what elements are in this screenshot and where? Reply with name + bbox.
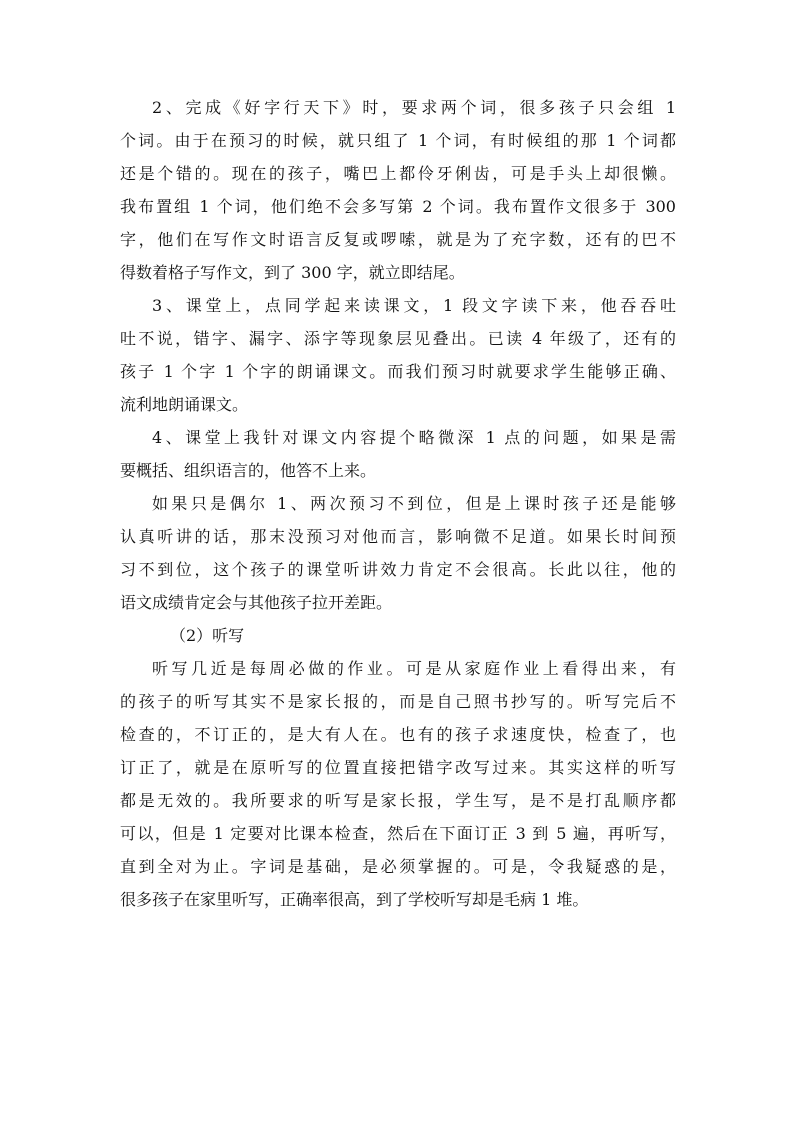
- text-line: 听写几近是每周必做的作业。可是从家庭作业上看得出来，有: [152, 659, 676, 678]
- text-line: 个词。由于在预习的时候，就只组了 1 个词，有时候组的那 1 个词都: [120, 131, 676, 150]
- text-line: 4、课堂上我针对课文内容提个略微深 1 点的问题，如果是需: [152, 428, 676, 447]
- text-line: 的孩子的听写其实不是家长报的，而是自己照书抄写的。听写完后不: [120, 692, 676, 711]
- text-line: 要概括、组织语言的，他答不上来。: [120, 461, 377, 480]
- paragraph-summary: [120, 487, 676, 619]
- text-line: 得数着格子写作文，到了 300 字，就立即结尾。: [120, 263, 465, 282]
- text-line: 字，他们在写作文时语言反复或啰嗦，就是为了充字数，还有的巴不: [120, 230, 676, 249]
- text-line: 孩子 1 个字 1 个字的朗诵课文。而我们预习时就要求学生能够正确、: [120, 362, 676, 381]
- text-line: 直到全对为止。字词是基础，是必须掌握的。可是，令我疑惑的是，: [120, 857, 676, 876]
- paragraph-item-3: [120, 289, 676, 421]
- text-line: 2、完成《好字行天下》时，要求两个词，很多孩子只会组 1: [152, 98, 676, 117]
- section-heading: （2）听写: [170, 626, 245, 645]
- text-line: 订正了，就是在原听写的位置直接把错字改写过来。其实这样的听写: [120, 758, 676, 777]
- text-line: 3、课堂上，点同学起来读课文，1 段文字读下来，他吞吞吐: [152, 296, 676, 315]
- text-line: 如果只是偶尔 1、两次预习不到位，但是上课时孩子还是能够: [152, 494, 676, 513]
- text-line: 流利地朗诵课文。: [120, 395, 249, 414]
- text-line: 都是无效的。我所要求的听写是家长报，学生写，是不是打乱顺序都: [120, 791, 676, 810]
- text-line: 语文成绩肯定会与其他孩子拉开差距。: [120, 593, 393, 612]
- text-line: 认真听讲的话，那末没预习对他而言，影响微不足道。如果长时间预: [120, 527, 676, 546]
- document-body: [120, 91, 676, 916]
- text-line: 还是个错的。现在的孩子，嘴巴上都伶牙俐齿，可是手头上却很懒。: [120, 164, 676, 183]
- paragraph-item-4: [120, 421, 676, 487]
- text-line: 很多孩子在家里听写，正确率很高，到了学校听写却是毛病 1 堆。: [120, 890, 589, 909]
- paragraph-item-2: [120, 91, 676, 289]
- text-line: 检查的，不订正的，是大有人在。也有的孩子求速度快，检查了，也: [120, 725, 676, 744]
- text-line: 我布置组 1 个词，他们绝不会多写第 2 个词。我布置作文很多于 300: [120, 197, 676, 216]
- paragraph-dictation: [120, 652, 676, 916]
- text-line: 吐不说，错字、漏字、添字等现象层见叠出。已读 4 年级了，还有的: [120, 329, 676, 348]
- text-line: 习不到位，这个孩子的课堂听讲效力肯定不会很高。长此以往，他的: [120, 560, 676, 579]
- text-line: 可以，但是 1 定要对比课本检查，然后在下面订正 3 到 5 遍，再听写，: [120, 824, 676, 843]
